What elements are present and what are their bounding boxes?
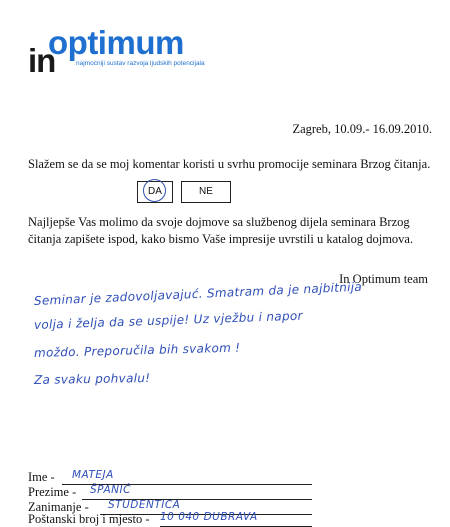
field-surname-label: Prezime - bbox=[28, 485, 77, 499]
consent-statement: Slažem se da se moj komentar koristi u svrhu promocije seminara Brzog čitanja. bbox=[28, 157, 431, 171]
field-occupation-value[interactable]: STUDENTICA bbox=[108, 499, 181, 511]
handwritten-comment-line: Seminar je zadovoljavajuć. Smatram da je najbitnija bbox=[33, 279, 363, 308]
selection-circle-mark bbox=[143, 179, 166, 202]
team-signature: In Optimum team bbox=[339, 272, 428, 286]
logo-in-text: in bbox=[28, 42, 56, 79]
field-first-name-label: Ime - bbox=[28, 470, 55, 484]
option-no-box[interactable]: NE bbox=[181, 181, 231, 203]
handwritten-comment-line: volja i želja da se uspije! Uz vježbu i napor bbox=[33, 308, 303, 332]
field-postal-city-label: Poštanski broj i mjesto - bbox=[28, 512, 150, 526]
handwritten-comment-line: Za svaku pohvalu! bbox=[33, 370, 151, 387]
in-optimum-logo bbox=[28, 24, 228, 79]
field-surname-value[interactable]: ŠPANIĆ bbox=[90, 484, 131, 496]
field-first-name-value[interactable]: MATEJA bbox=[72, 469, 114, 481]
request-paragraph: Najljepše Vas molimo da svoje dojmove sa službenog dijela seminara Brzog čitanja zapišete ispod, kako bismo Vaše impresije uvrstili u katalog dojmova. bbox=[28, 215, 414, 246]
field-postal-city-value[interactable]: 10 040 DUBRAVA bbox=[160, 511, 258, 523]
logo-optimum-text: optimum bbox=[48, 24, 184, 61]
date-line: Zagreb, 10.09.- 16.09.2010. bbox=[292, 122, 432, 136]
handwritten-comment-line: moždo. Preporučila bih svakom ! bbox=[33, 340, 241, 360]
field-occupation-label: Zanimanje - bbox=[28, 500, 89, 514]
option-yes-box[interactable]: DA bbox=[137, 181, 173, 203]
logo-tagline: najmoćniji sustav razvoja ljudskih potencijala bbox=[76, 60, 205, 67]
